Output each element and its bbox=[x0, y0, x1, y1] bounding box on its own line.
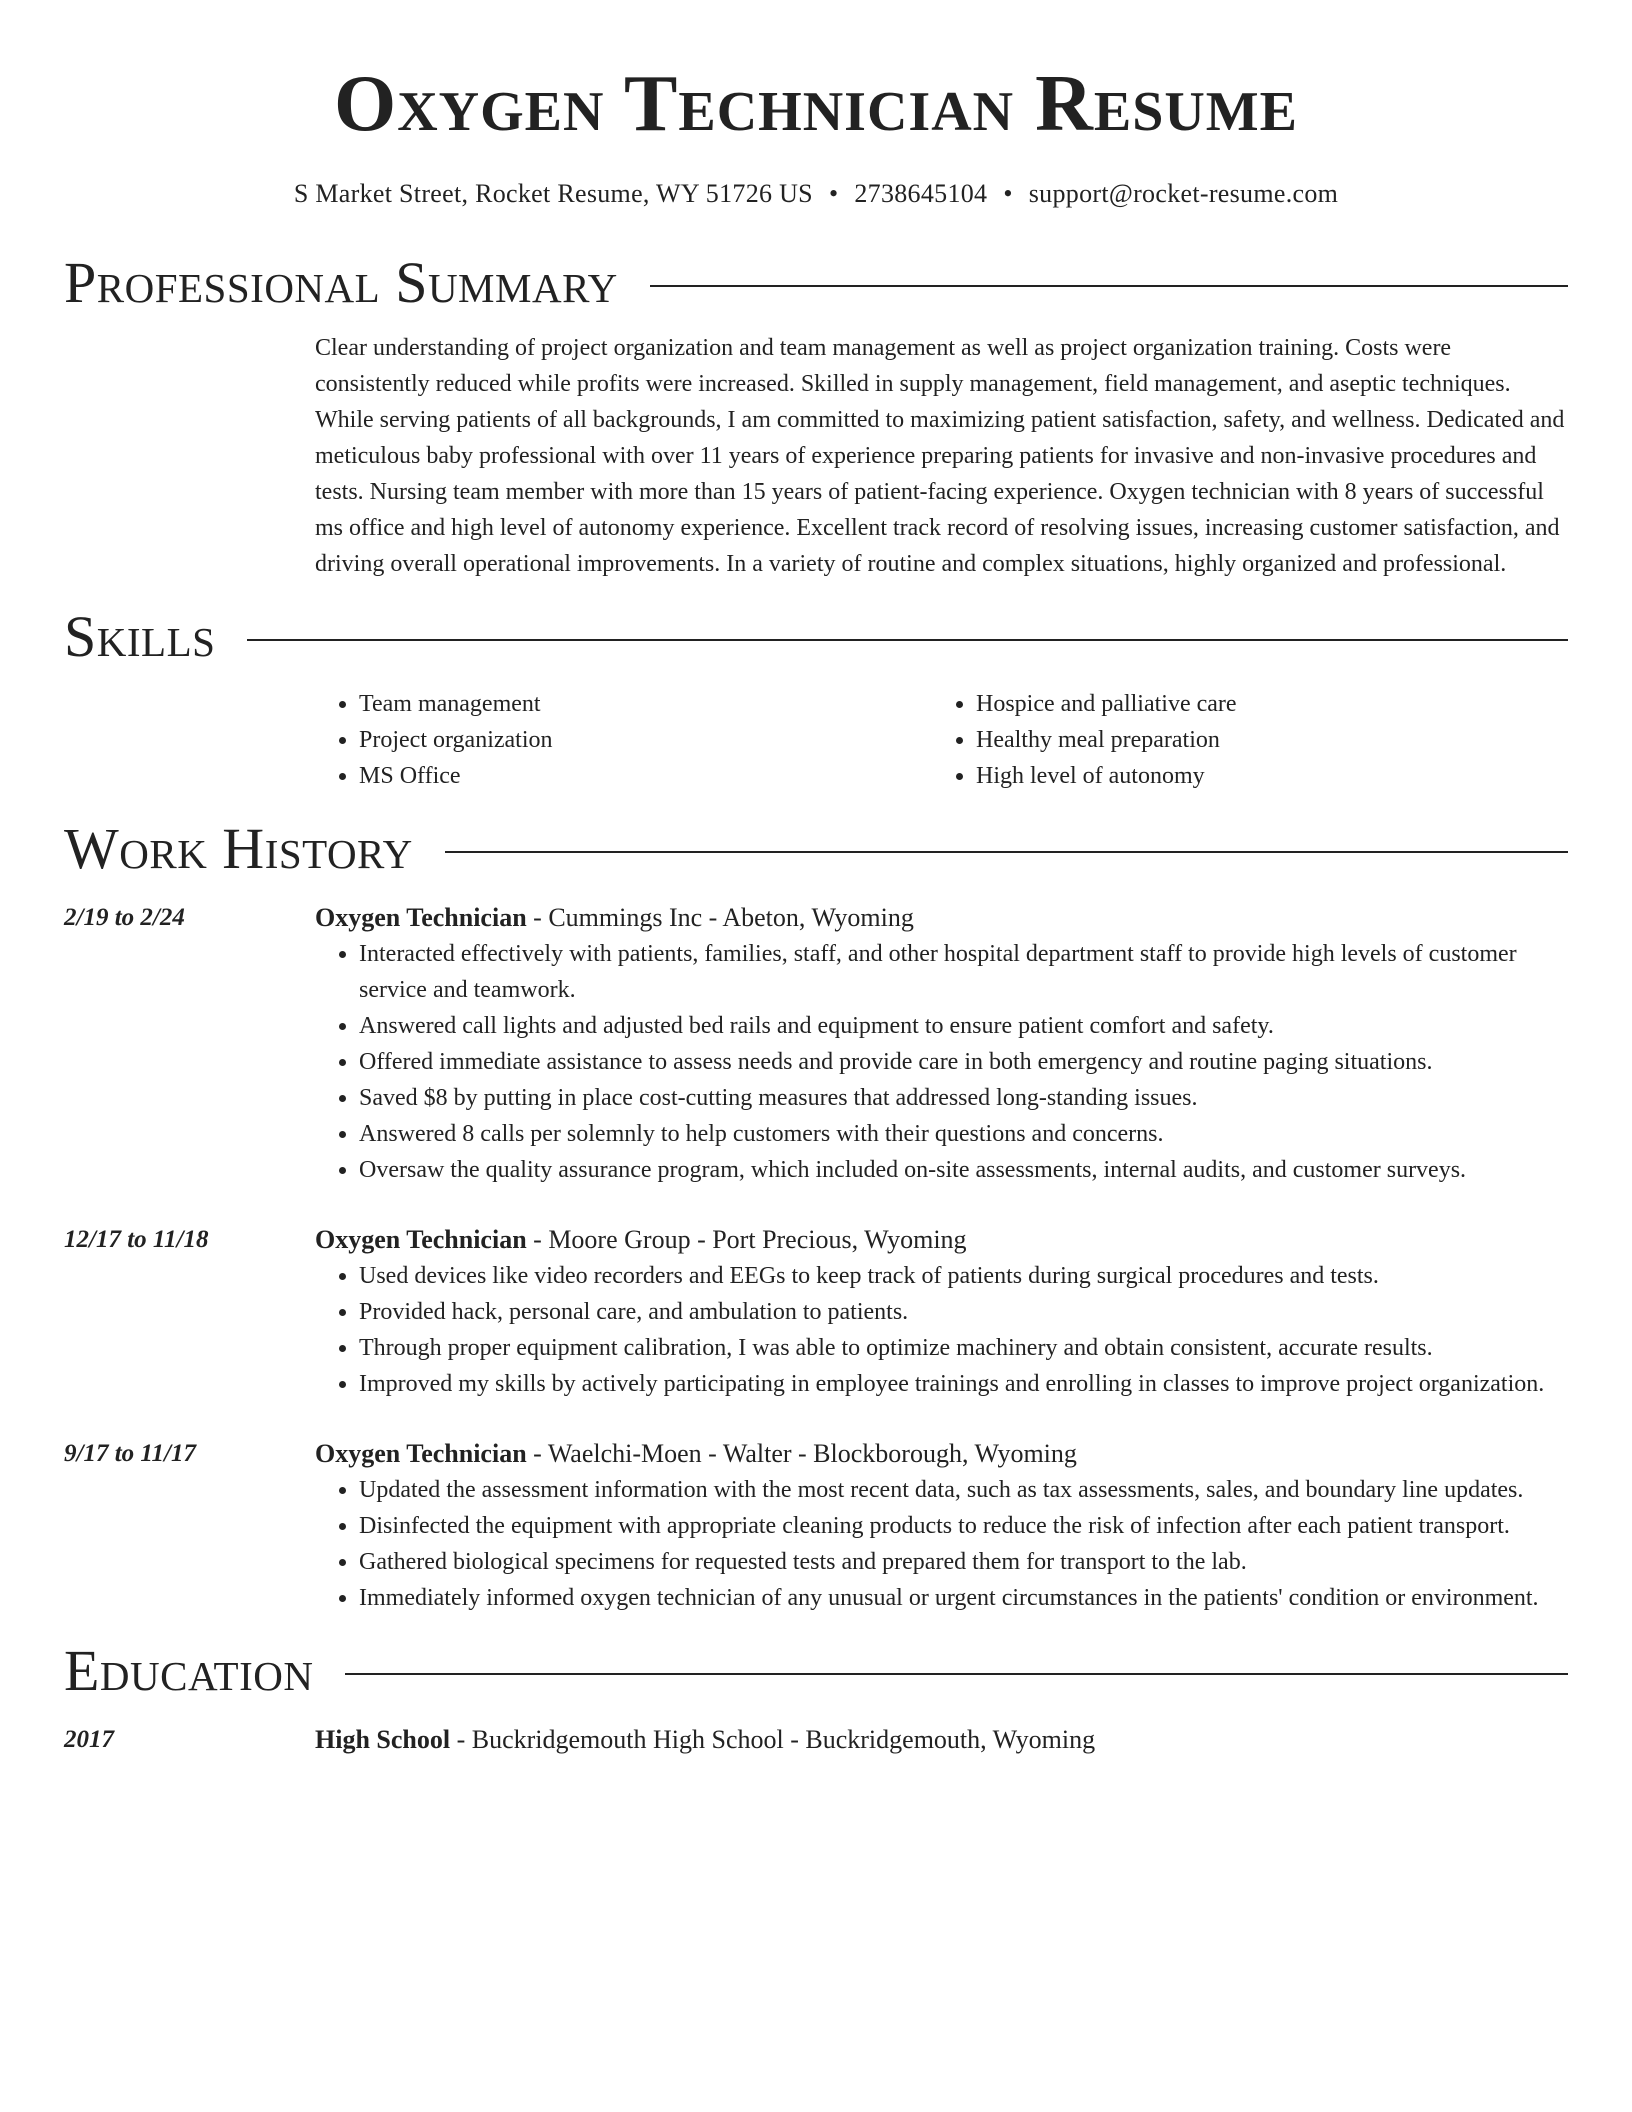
job-bullet: • Answered 8 calls per solemnly to help customers with their questions and concerns. bbox=[359, 1116, 1568, 1152]
job-bullet: • Improved my skills by actively participating in employee trainings and enrolling in classes to improve project organization. bbox=[359, 1366, 1568, 1402]
job-details: - Cummings Inc - Abeton, Wyoming bbox=[526, 903, 914, 932]
summary-text: Clear understanding of project organization and team management as well as project organization training. Costs were consistently reduced while profits were increased. Skilled in supply management, field management, and aseptic techniques. While serving patients of all backgrounds, I am committed to maximizing patient satisfaction, safety, and wellness. Dedicated and meticulous baby professional with over 11 years of experience preparing patients for invasive and non-invasive procedures and tests. Nursing team member with more than 15 years of patient-facing experience. Oxygen technician with 8 years of successful ms office and high level of autonomy experience. Excellent track record of resolving issues, increasing customer satisfaction, and driving overall operational improvements. In a variety of routine and complex situations, highly organized and professional. bbox=[315, 335, 1565, 577]
job-heading bbox=[315, 1222, 1568, 1258]
job-bullet: • Saved $8 by putting in place cost-cutting measures that addressed long-standing issues. bbox=[359, 1080, 1568, 1116]
education-details: - Buckridgemouth High School - Buckridgemouth, Wyoming bbox=[450, 1725, 1096, 1754]
job-entry bbox=[64, 900, 1568, 1188]
skill-item: • High level of autonomy bbox=[976, 758, 1568, 794]
skills-title: Skills bbox=[64, 604, 216, 669]
job-body bbox=[315, 900, 1568, 1188]
job-bullet: • Provided hack, personal care, and ambulation to patients. bbox=[359, 1294, 1568, 1330]
section-divider bbox=[445, 851, 1568, 853]
skill-item: • MS Office bbox=[359, 758, 932, 794]
skills-list-left bbox=[315, 686, 932, 794]
skill-item: • Team management bbox=[359, 686, 932, 722]
section-divider bbox=[345, 1673, 1568, 1675]
job-bullet: • Answered call lights and adjusted bed rails and equipment to ensure patient comfort and safety. bbox=[359, 1008, 1568, 1044]
education-section bbox=[64, 1638, 1568, 1758]
job-role: Oxygen Technician bbox=[315, 903, 527, 932]
summary-header bbox=[64, 250, 1568, 316]
job-bullet: • Offered immediate assistance to assess needs and provide care in both emergency and routine paging situations. bbox=[359, 1044, 1568, 1080]
summary-title: Professional Summary bbox=[64, 250, 618, 315]
job-heading bbox=[315, 1436, 1568, 1472]
job-bullet: • Oversaw the quality assurance program, which included on-site assessments, internal audits, and customer surveys. bbox=[359, 1152, 1568, 1188]
job-dates: 9/17 to 11/17 bbox=[64, 1440, 196, 1467]
contact-address: S Market Street, Rocket Resume, WY 51726 US bbox=[293, 179, 813, 208]
work-header bbox=[64, 816, 1568, 882]
section-divider bbox=[650, 285, 1568, 287]
job-heading bbox=[315, 900, 1568, 936]
skill-item: • Healthy meal preparation bbox=[976, 722, 1568, 758]
resume-title: Oxygen Technician Resume bbox=[334, 60, 1298, 148]
work-title: Work History bbox=[64, 816, 413, 881]
job-role: Oxygen Technician bbox=[315, 1439, 527, 1468]
education-degree: High School bbox=[315, 1725, 451, 1754]
job-body bbox=[315, 1222, 1568, 1402]
education-body bbox=[315, 1722, 1568, 1758]
job-role: Oxygen Technician bbox=[315, 1225, 527, 1254]
education-title: Education bbox=[64, 1638, 314, 1703]
section-divider bbox=[247, 639, 1568, 641]
job-bullet: • Updated the assessment information with the most recent data, such as tax assessments, sales, and boundary line updates. bbox=[359, 1472, 1568, 1508]
skills-header bbox=[64, 604, 1568, 670]
skills-list-right bbox=[932, 686, 1568, 794]
skill-item: • Project organization bbox=[359, 722, 932, 758]
job-bullets bbox=[315, 1258, 1568, 1402]
summary-section bbox=[64, 250, 1568, 582]
education-heading bbox=[315, 1722, 1568, 1758]
job-entry bbox=[64, 1222, 1568, 1402]
job-dates: 12/17 to 11/18 bbox=[64, 1226, 209, 1253]
contact-separator: • bbox=[828, 179, 839, 208]
job-bullet: • Used devices like video recorders and EEGs to keep track of patients during surgical procedures and tests. bbox=[359, 1258, 1568, 1294]
job-bullet: • Disinfected the equipment with appropriate cleaning products to reduce the risk of infection after each patient transport. bbox=[359, 1508, 1568, 1544]
contact-line bbox=[64, 176, 1568, 212]
job-bullets bbox=[315, 936, 1568, 1188]
skills-grid bbox=[315, 686, 1568, 794]
education-entry bbox=[64, 1722, 1568, 1758]
education-year: 2017 bbox=[64, 1726, 114, 1753]
job-details: - Moore Group - Port Precious, Wyoming bbox=[526, 1225, 967, 1254]
job-bullet: • Through proper equipment calibration, I was able to optimize machinery and obtain consistent, accurate results. bbox=[359, 1330, 1568, 1366]
job-dates: 2/19 to 2/24 bbox=[64, 904, 185, 931]
contact-separator: • bbox=[1003, 179, 1013, 208]
job-bullets bbox=[315, 1472, 1568, 1616]
job-entry bbox=[64, 1436, 1568, 1616]
skills-section bbox=[64, 604, 1568, 794]
job-bullet: • Gathered biological specimens for requested tests and prepared them for transport to the lab. bbox=[359, 1544, 1568, 1580]
work-section bbox=[64, 816, 1568, 1616]
skill-item: • Hospice and palliative care bbox=[976, 686, 1568, 722]
job-details: - Waelchi-Moen - Walter - Blockborough, Wyoming bbox=[526, 1439, 1077, 1468]
job-bullet: • Interacted effectively with patients, families, staff, and other hospital department staff to provide high levels of customer service and teamwork. bbox=[359, 936, 1568, 1008]
contact-phone: 2738645104 bbox=[854, 179, 988, 208]
job-body bbox=[315, 1436, 1568, 1616]
education-header bbox=[64, 1638, 1568, 1704]
job-bullet: • Immediately informed oxygen technician of any unusual or urgent circumstances in the patients' condition or environment. bbox=[359, 1580, 1568, 1616]
contact-email: support@rocket-resume.com bbox=[1028, 179, 1339, 208]
